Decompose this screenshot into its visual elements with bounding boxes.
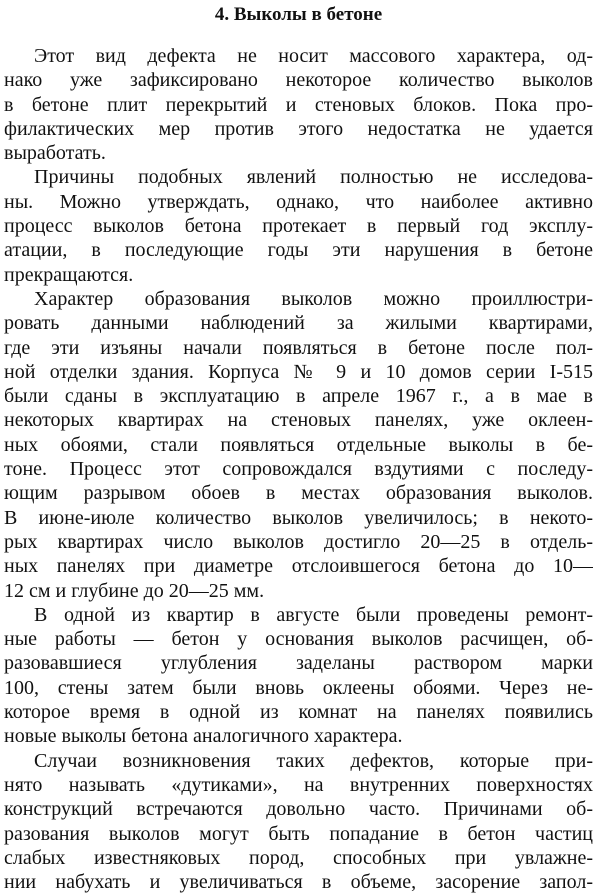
- text-line: атации, в последующие годы эти нарушения в бетоне: [4, 239, 593, 262]
- paragraph-5: [4, 749, 593, 894]
- text-line: прекращаются.: [4, 263, 134, 286]
- text-line: ровать данными наблюдений за жилыми квартирами,: [4, 312, 593, 335]
- text-line: новые выколы бетона аналогичного характера.: [4, 725, 403, 748]
- section-heading: 4. Выколы в бетоне: [214, 4, 383, 25]
- text-line: ных обоями, стали появляться отдельные выколы в бе-: [4, 433, 593, 456]
- text-line: в бетоне плит перекрытий и стеновых блоков. Пока про-: [4, 93, 593, 116]
- text-line: конструкций встречаются довольно часто. Причинами об-: [4, 798, 593, 821]
- text-line: тоне. Процесс этот сопровождался вздутиями с последу-: [4, 458, 593, 481]
- text-line: ные работы — бетон у основания выколов расчищен, об-: [4, 628, 593, 651]
- text-line: рых квартирах число выколов достигло 20—25 в отдель-: [4, 530, 593, 553]
- text-line: ны. Можно утверждать, однако, что наиболее активно: [4, 190, 593, 213]
- text-line: где эти изъяны начали появляться в бетоне после пол-: [4, 336, 593, 359]
- text-line: слабых известняковых пород, способных при увлажне-: [4, 846, 593, 869]
- text-line: В одной из квартир в августе были проведены ремонт-: [34, 603, 593, 626]
- text-line: выработать.: [4, 142, 106, 165]
- text-line: В июне-июле количество выколов увеличилось; в некото-: [4, 506, 593, 529]
- paragraph-1: [4, 44, 593, 165]
- text-line: которое время в одной из комнат на панелях появились: [4, 701, 593, 724]
- text-line: Причины подобных явлений полностью не исследова-: [34, 166, 593, 189]
- paragraph-2: [4, 165, 593, 286]
- text-line: 100, стены затем были вновь оклеены обоями. Через не-: [4, 676, 593, 699]
- text-line: Этот вид дефекта не носит массового характера, од-: [34, 45, 593, 67]
- text-line: нято называть «дутиками», на внутренних поверхностях: [4, 773, 593, 796]
- document-page: [4, 4, 593, 894]
- text-line: нако уже зафиксировано некоторое количество выколов: [4, 69, 593, 92]
- text-line: процесс выколов бетона протекает в первый год эксплу-: [4, 215, 593, 238]
- text-line: Случаи возникновения таких дефектов, которые при-: [34, 749, 593, 772]
- text-line: 12 см и глубине до 20—25 мм.: [4, 579, 265, 602]
- text-line: нии набухать и увеличиваться в объеме, засорение запол-: [4, 871, 593, 894]
- text-line: ной отделки здания. Корпуса № 9 и 10 домов серии I-515: [4, 360, 593, 383]
- text-line: некоторых квартирах на стеновых панелях, уже оклеен-: [4, 409, 593, 432]
- paragraph-4: [4, 603, 593, 749]
- text-line: Характер образования выколов можно проиллюстри-: [34, 287, 593, 310]
- text-line: были сданы в эксплуатацию в апреле 1967 г., а в мае в: [4, 385, 593, 408]
- text-line: ющим разрывом обоев в местах образования выколов.: [4, 482, 593, 505]
- text-line: разовавшиеся углубления заделаны раствором марки: [4, 652, 593, 675]
- text-line: разования выколов могут быть попадание в бетон частиц: [4, 822, 593, 845]
- text-line: филактических мер против этого недостатка не удается: [4, 117, 593, 140]
- paragraph-3: [4, 287, 593, 603]
- text-line: ных панелях при диаметре отслоившегося бетона до 10—: [4, 555, 593, 578]
